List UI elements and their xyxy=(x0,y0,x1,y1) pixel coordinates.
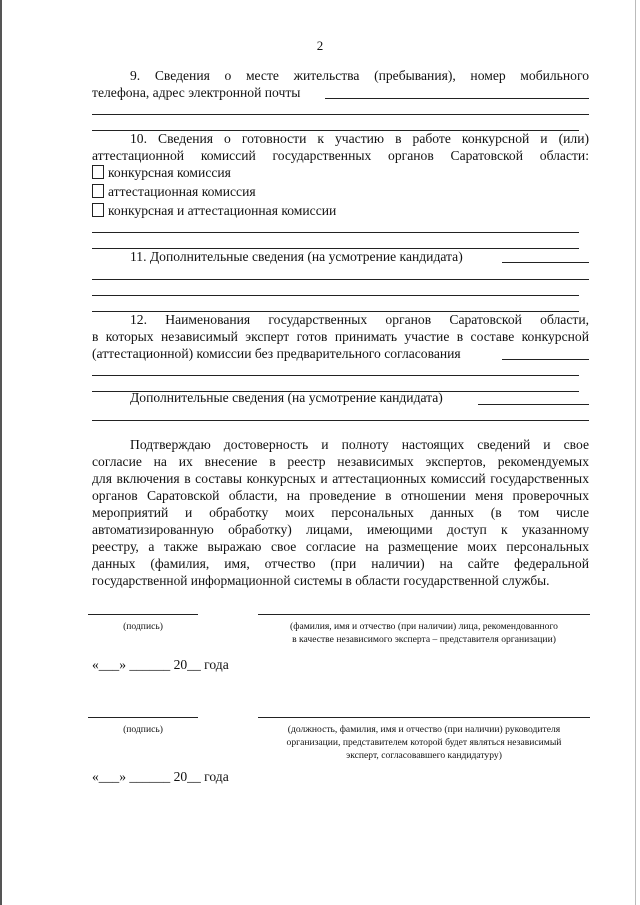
section-9-answer-line-2[interactable] xyxy=(92,114,589,115)
consent-line-7: реестру, а также выражаю свое согласие на размещение моих персональных xyxy=(92,539,589,554)
name-line-1[interactable] xyxy=(258,614,590,615)
checkbox-competition-commission[interactable] xyxy=(92,165,104,179)
option-both-commissions: конкурсная и аттестационная комиссии xyxy=(108,203,337,218)
extra-info-line-1: Дополнительные сведения (на усмотрение кандидата) xyxy=(130,390,443,405)
section-10-line-1: 10. Сведения о готовности к участию в работе конкурсной и (или) xyxy=(130,131,589,146)
scan-edge-right xyxy=(635,0,636,905)
name-caption-1b: в качестве независимого эксперта – представителя организации) xyxy=(292,634,556,645)
option-competition-commission: конкурсная комиссия xyxy=(108,165,231,180)
consent-line-4: органов Саратовской области, на проведение в отношении меня проверочных xyxy=(92,488,589,503)
section-10-answer-line-1[interactable] xyxy=(92,232,579,233)
section-10-line-2: аттестационной комиссий государственных органов Саратовской области: xyxy=(92,148,589,163)
consent-line-2: согласие на их внесение в реестр независимых экспертов, рекомендуемых xyxy=(92,454,589,469)
signature-caption-2: (подпись) xyxy=(123,724,163,735)
consent-line-1: Подтверждаю достоверность и полноту настоящих сведений и свое xyxy=(130,437,589,452)
section-9-answer-line-1[interactable] xyxy=(325,98,589,99)
consent-line-9: государственной информационной системы в области государственной службы. xyxy=(92,573,550,588)
consent-line-3: для включения в составы конкурсных и аттестационных комиссий государственных xyxy=(92,471,589,486)
section-12-line-1: 12. Наименования государственных органов Саратовской области, xyxy=(130,312,589,327)
checkbox-both-commissions[interactable] xyxy=(92,203,104,217)
signature-line-2[interactable] xyxy=(88,717,198,718)
section-9-line-2: телефона, адрес электронной почты xyxy=(92,85,301,100)
option-attestation-commission: аттестационная комиссия xyxy=(108,184,256,199)
section-9-line-1: 9. Сведения о месте жительства (пребывания), номер мобильного xyxy=(130,68,589,83)
consent-line-5: мероприятий и обработку моих персональных данных (в том числе xyxy=(92,505,589,520)
consent-line-8: данных (фамилия, имя, отчество (при наличии) на сайте федеральной xyxy=(92,556,589,571)
section-12-answer-line-1[interactable] xyxy=(502,359,589,360)
name-caption-1a: (фамилия, имя и отчество (при наличии) лица, рекомендованного xyxy=(290,621,558,632)
section-12-line-2: в которых независимый эксперт готов принимать участие в составе конкурсной xyxy=(92,329,589,344)
consent-line-6: автоматизированную обработку) лицами, имеющими доступ к указанному xyxy=(92,522,589,537)
checkbox-attestation-commission[interactable] xyxy=(92,184,104,198)
scan-edge-left xyxy=(0,0,2,905)
name-caption-2a: (должность, фамилия, имя и отчество (при наличии) руководителя xyxy=(287,724,561,735)
date-field-2[interactable]: «___» ______ 20__ года xyxy=(92,769,229,784)
extra-info-answer-line-1[interactable] xyxy=(478,404,589,405)
extra-info-answer-line-2[interactable] xyxy=(92,420,589,421)
page-number: 2 xyxy=(316,38,324,53)
section-11-answer-line-3[interactable] xyxy=(92,295,579,296)
name-caption-2c: эксперт, согласовавшего кандидатуру) xyxy=(346,750,502,761)
name-line-2[interactable] xyxy=(258,717,590,718)
name-caption-2b: организации, представителем которой будет являться независимый xyxy=(286,737,562,748)
signature-line-1[interactable] xyxy=(88,614,198,615)
section-11-answer-line-2[interactable] xyxy=(92,279,589,280)
section-12-answer-line-2[interactable] xyxy=(92,375,579,376)
section-11-line-1: 11. Дополнительные сведения (на усмотрение кандидата) xyxy=(130,249,463,264)
section-12-line-3: (аттестационной) комиссии без предварительного согласования xyxy=(92,346,461,361)
date-field-1[interactable]: «___» ______ 20__ года xyxy=(92,657,229,672)
signature-caption-1: (подпись) xyxy=(123,621,163,632)
section-11-answer-line-1[interactable] xyxy=(502,262,589,263)
